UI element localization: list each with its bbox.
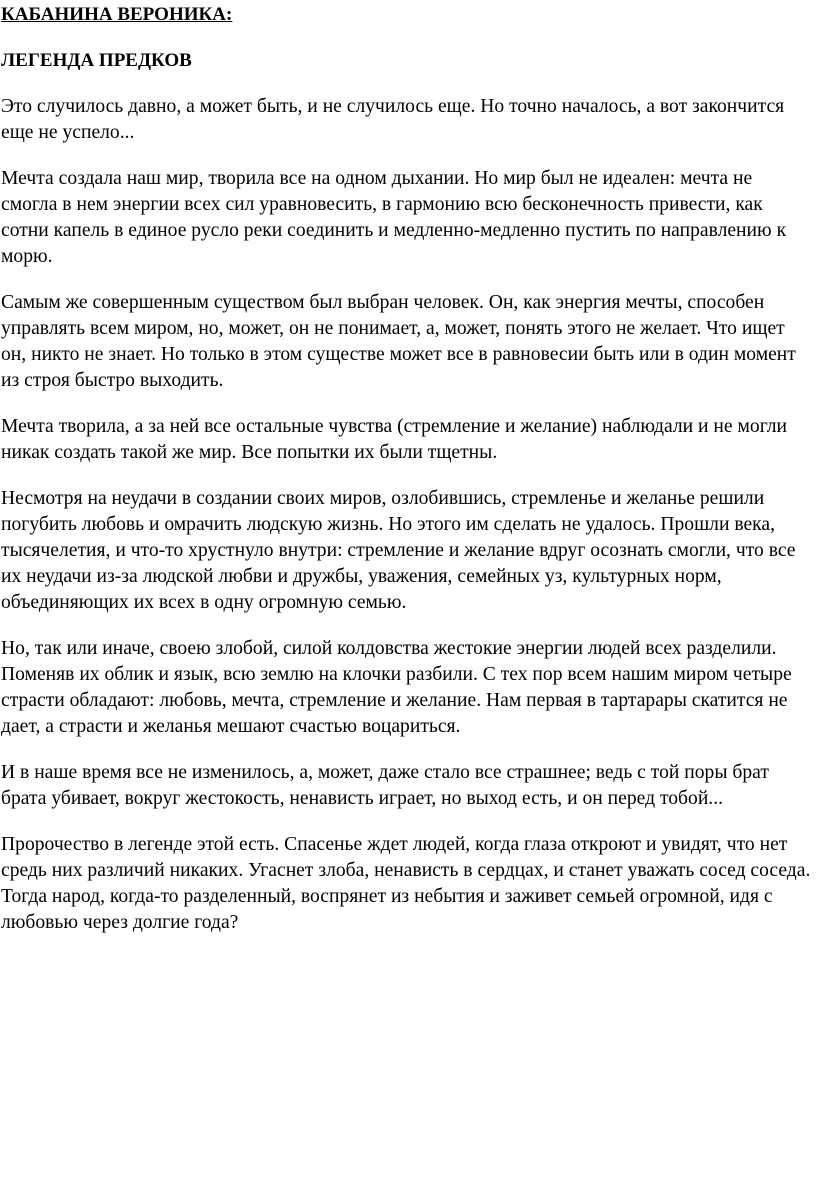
paragraph-5: Несмотря на неудачи в создании своих миров, озлобившись, стремленье и желанье решили погубить любовь и омрачить людскую жизнь. Но этого им сделать не удалось. Прошли века, тысячелетия, и что-то хрустнуло внутри: стремление и желание вдруг осознать смогли, что все их неудачи из-за людской любви и дружбы, уважения, семейных уз, культурных норм, объединяющих их всех в одну огромную семью. — [1, 488, 796, 613]
paragraph-4: Мечта творила, а за ней все остальные чувства (стремление и желание) наблюдали и не могли никак создать такой же мир. Все попытки их были тщетны. — [1, 416, 787, 463]
paragraph-6: Но, так или иначе, своею злобой, силой колдовства жестокие энергии людей всех разделили. Поменяв их облик и язык, всю землю на клочки разбили. С тех пор всем нашим миром четыре страсти обладают: любовь, мечта, стремление и желание. Нам первая в тартарары скатится не дает, а страсти и желанья мешают счастью воцариться. — [1, 638, 792, 737]
paragraph-2: Мечта создала наш мир, творила все на одном дыхании. Но мир был не идеален: мечта не смогла в нем энергии всех сил уравновесить, в гармонию всю бесконечность привести, как сотни капель в единое русло реки соединить и медленно-медленно пустить по направлению к морю. — [1, 168, 787, 267]
paragraph-7: И в наше время все не изменилось, а, может, даже стало все страшнее; ведь с той поры брат брата убивает, вокруг жестокость, ненависть играет, но выход есть, и он перед тобой... — [1, 762, 769, 809]
author-heading: КАБАНИНА ВЕРОНИКА: — [1, 4, 233, 25]
paragraph-8: Пророчество в легенде этой есть. Спасенье ждет людей, когда глаза откроют и увидят, что нет средь них различий никаких. Угаснет злоба, ненависть в сердцах, и станет уважать сосед соседа. Тогда народ, когда-то разделенный, воспрянет из небытия и заживет семьей огромной, идя с любовью через долгие года? — [1, 834, 811, 933]
story-title: ЛЕГЕНДА ПРЕДКОВ — [1, 50, 192, 71]
paragraph-3: Самым же совершенным существом был выбран человек. Он, как энергия мечты, способен управлять всем миром, но, может, он не понимает, а, может, понять этого не желает. Что ищет он, никто не знает. Но только в этом существе может все в равновесии быть или в один момент из строя быстро выходить. — [1, 292, 796, 391]
paragraph-1: Это случилось давно, а может быть, и не случилось еще. Но точно началось, а вот закончится еще не успело... — [1, 96, 785, 143]
